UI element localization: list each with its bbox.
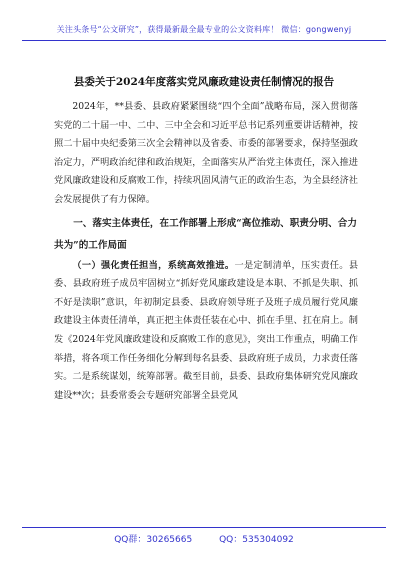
footer-qq-group: QQ群：30265665 (114, 535, 193, 545)
header-divider (22, 40, 386, 41)
intro-paragraph: 2024年，**县委、县政府紧紧围绕“四个全面”战略布局，深入贯彻落实党的二十届一中、二中、三中全会和习近平总书记系列重要讲话精神，按照二十届中央纪委第三次全会精神以及省委、市委的部署要求，保持坚强政治定力，严明政治纪律和政治规矩，全面落实从严治党主体责任，深入推进党风廉政建设和反腐败工作，持续巩固风清气正的政治生态，为全县经济社会发展提供了有力保障。 (54, 101, 358, 205)
subsection-body-1: 一是定制清单，压实责任。县委、县政府班子成员牢固树立“抓好党风廉政建设是本职、不抓是失职、抓不好是渎职”意识，年初制定县委、县政府领导班子及班子成员履行党风廉政建设主体责任清单，真正把主体责任装在心中、抓在手里、扛在肩上。制发《2024年党风廉政建设和反腐败工作的意见》，突出工作重点，明确工作举措，将各项工作任务细化分解到每名县委、县政府班子成员，力求责任落实。二是系统谋划，统筹部署。截至目前，县委、县政府集体研究党风廉政建设**次；县委常委会专题研究部署全县党风 (54, 259, 359, 401)
header-banner: 关注头条号“公文研究”，获得最新最全最专业的公文资料库！ 微信：gongwenyj (56, 25, 352, 34)
document-title: 县委关于2024年度落实党风廉政建设责任制情况的报告 (73, 76, 335, 88)
subsection-heading-1: （一）强化责任担当，系统高效推进。 (72, 259, 235, 271)
subsection-paragraph-1 (54, 257, 358, 406)
document-body (54, 98, 358, 405)
section-heading-1: 一、落实主体责任，在工作部署上形成“高位推动、职责分明、合力共为”的工作局面 (54, 217, 357, 251)
footer-qq-contact: QQ：535304092 (219, 535, 294, 545)
footer-divider (22, 527, 386, 528)
footer (0, 532, 408, 545)
